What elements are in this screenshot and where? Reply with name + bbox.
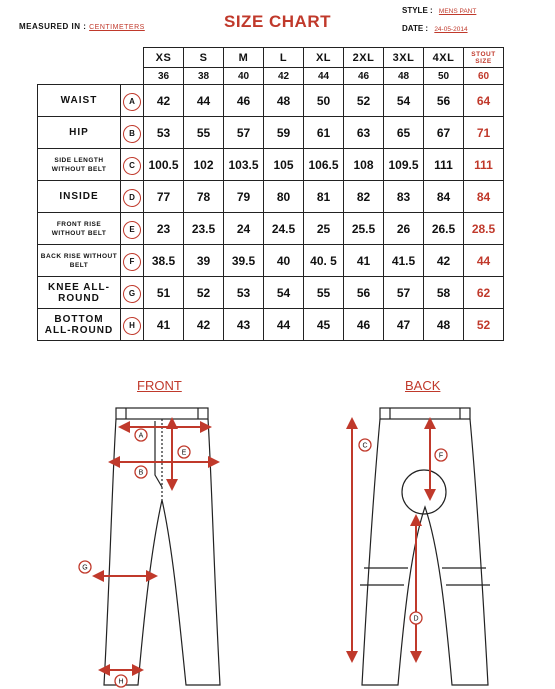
- style-label: STYLE :: [402, 6, 433, 15]
- measured-value: CENTIMETERS: [89, 24, 145, 31]
- size-number: 40: [224, 68, 264, 85]
- measure-label: KNEE ALL-ROUND: [38, 277, 121, 309]
- letter-badge: E: [123, 221, 141, 239]
- size-number: 36: [144, 68, 184, 85]
- back-pants-drawing: [360, 408, 490, 685]
- blank-cell: [38, 48, 144, 68]
- size-number: 42: [264, 68, 304, 85]
- measure-value: 83: [384, 181, 424, 213]
- size-number: 50: [424, 68, 464, 85]
- measure-letter: [121, 309, 144, 341]
- measure-value: 43: [224, 309, 264, 341]
- back-label-c: C: [362, 442, 368, 450]
- front-label-e: E: [181, 449, 187, 457]
- size-header: L: [264, 48, 304, 68]
- table-row: [38, 309, 504, 341]
- stout-value: 28.5: [464, 213, 504, 245]
- measure-value: 26.5: [424, 213, 464, 245]
- measure-value: 82: [344, 181, 384, 213]
- stout-value: 71: [464, 117, 504, 149]
- measure-value: 40. 5: [304, 245, 344, 277]
- size-header: 2XL: [344, 48, 384, 68]
- measure-value: 61: [304, 117, 344, 149]
- measure-value: 80: [264, 181, 304, 213]
- date-value: 24-05-2014: [434, 26, 468, 33]
- measure-letter: [121, 277, 144, 309]
- measure-value: 46: [344, 309, 384, 341]
- size-header: S: [184, 48, 224, 68]
- stout-value: 44: [464, 245, 504, 277]
- style-line: [402, 6, 476, 15]
- measure-label: SIDE LENGTH WITHOUT BELT: [38, 149, 121, 181]
- back-title: BACK: [405, 378, 441, 393]
- measure-value: 109.5: [384, 149, 424, 181]
- measure-letter: [121, 117, 144, 149]
- measure-value: 26: [384, 213, 424, 245]
- stout-size-header: STOUT SIZE: [464, 48, 504, 68]
- size-header: M: [224, 48, 264, 68]
- measure-value: 100.5: [144, 149, 184, 181]
- measure-value: 105: [264, 149, 304, 181]
- measure-value: 111: [424, 149, 464, 181]
- measure-value: 58: [424, 277, 464, 309]
- measure-letter: [121, 245, 144, 277]
- front-label-h: H: [118, 678, 124, 686]
- measure-value: 56: [424, 85, 464, 117]
- size-header: 4XL: [424, 48, 464, 68]
- measure-value: 78: [184, 181, 224, 213]
- measure-value: 54: [264, 277, 304, 309]
- measure-value: 59: [264, 117, 304, 149]
- measure-value: 63: [344, 117, 384, 149]
- measure-value: 47: [384, 309, 424, 341]
- back-label-f: F: [438, 452, 444, 460]
- pants-diagram: [0, 395, 555, 689]
- measure-value: 67: [424, 117, 464, 149]
- blank-cell: [38, 68, 144, 85]
- measure-value: 102: [184, 149, 224, 181]
- table-row: [38, 117, 504, 149]
- measure-value: 108: [344, 149, 384, 181]
- measure-label: INSIDE: [38, 181, 121, 213]
- measure-value: 48: [264, 85, 304, 117]
- size-number-row: [38, 68, 504, 85]
- measure-letter: [121, 213, 144, 245]
- size-header-row: [38, 48, 504, 68]
- table-row: [38, 85, 504, 117]
- measure-value: 53: [144, 117, 184, 149]
- measure-value: 57: [384, 277, 424, 309]
- measure-value: 44: [184, 85, 224, 117]
- measure-value: 55: [304, 277, 344, 309]
- measure-value: 41: [344, 245, 384, 277]
- measure-value: 103.5: [224, 149, 264, 181]
- stout-value: 111: [464, 149, 504, 181]
- measure-value: 42: [144, 85, 184, 117]
- measure-value: 52: [344, 85, 384, 117]
- letter-badge: C: [123, 157, 141, 175]
- front-label-b: B: [138, 469, 144, 477]
- measure-value: 106.5: [304, 149, 344, 181]
- size-number: 38: [184, 68, 224, 85]
- measure-value: 25.5: [344, 213, 384, 245]
- measure-value: 46: [224, 85, 264, 117]
- measure-value: 54: [384, 85, 424, 117]
- stout-value: 64: [464, 85, 504, 117]
- size-chart-table: [37, 47, 504, 341]
- measure-value: 40: [264, 245, 304, 277]
- table-row: [38, 149, 504, 181]
- measure-letter: [121, 149, 144, 181]
- table-row: [38, 181, 504, 213]
- front-label-g: G: [82, 564, 88, 572]
- front-pants-drawing: [104, 408, 220, 685]
- table-row: [38, 277, 504, 309]
- measure-value: 84: [424, 181, 464, 213]
- size-number: 60: [464, 68, 504, 85]
- measure-value: 51: [144, 277, 184, 309]
- measure-value: 39.5: [224, 245, 264, 277]
- date-line: [402, 24, 468, 33]
- measure-value: 48: [424, 309, 464, 341]
- size-header: XL: [304, 48, 344, 68]
- front-title: FRONT: [137, 378, 182, 393]
- measure-value: 25: [304, 213, 344, 245]
- measure-value: 41: [144, 309, 184, 341]
- size-number: 44: [304, 68, 344, 85]
- measure-value: 45: [304, 309, 344, 341]
- measure-value: 65: [384, 117, 424, 149]
- measure-value: 23: [144, 213, 184, 245]
- measure-value: 39: [184, 245, 224, 277]
- letter-badge: H: [123, 317, 141, 335]
- measure-letter: [121, 181, 144, 213]
- measure-label: WAIST: [38, 85, 121, 117]
- back-label-d: D: [413, 615, 419, 623]
- measure-value: 41.5: [384, 245, 424, 277]
- measure-label: BACK RISE WITHOUT BELT: [38, 245, 121, 277]
- measure-letter: [121, 85, 144, 117]
- front-label-a: A: [138, 432, 144, 440]
- stout-value: 84: [464, 181, 504, 213]
- measure-value: 50: [304, 85, 344, 117]
- style-value: MENS PANT: [438, 8, 477, 15]
- measure-label: FRONT RISE WITHOUT BELT: [38, 213, 121, 245]
- size-number: 48: [384, 68, 424, 85]
- measured-label: MEASURED IN :: [19, 22, 87, 31]
- letter-badge: F: [123, 253, 141, 271]
- measure-value: 79: [224, 181, 264, 213]
- letter-badge: D: [123, 189, 141, 207]
- page-title: SIZE CHART: [224, 12, 331, 31]
- measure-value: 44: [264, 309, 304, 341]
- measure-value: 42: [424, 245, 464, 277]
- size-header: XS: [144, 48, 184, 68]
- measure-label: HIP: [38, 117, 121, 149]
- measure-value: 81: [304, 181, 344, 213]
- letter-badge: G: [123, 285, 141, 303]
- stout-value: 52: [464, 309, 504, 341]
- size-header: 3XL: [384, 48, 424, 68]
- table-row: [38, 213, 504, 245]
- measure-value: 57: [224, 117, 264, 149]
- measure-value: 38.5: [144, 245, 184, 277]
- date-label: DATE :: [402, 24, 429, 33]
- measure-label: BOTTOM ALL-ROUND: [38, 309, 121, 341]
- measure-value: 24: [224, 213, 264, 245]
- measure-value: 55: [184, 117, 224, 149]
- measure-value: 42: [184, 309, 224, 341]
- measure-value: 23.5: [184, 213, 224, 245]
- letter-badge: B: [123, 125, 141, 143]
- measure-value: 24.5: [264, 213, 304, 245]
- measure-value: 56: [344, 277, 384, 309]
- measure-labels: [79, 429, 447, 687]
- measure-value: 53: [224, 277, 264, 309]
- size-number: 46: [344, 68, 384, 85]
- measure-value: 77: [144, 181, 184, 213]
- letter-badge: A: [123, 93, 141, 111]
- measure-value: 52: [184, 277, 224, 309]
- table-row: [38, 245, 504, 277]
- stout-value: 62: [464, 277, 504, 309]
